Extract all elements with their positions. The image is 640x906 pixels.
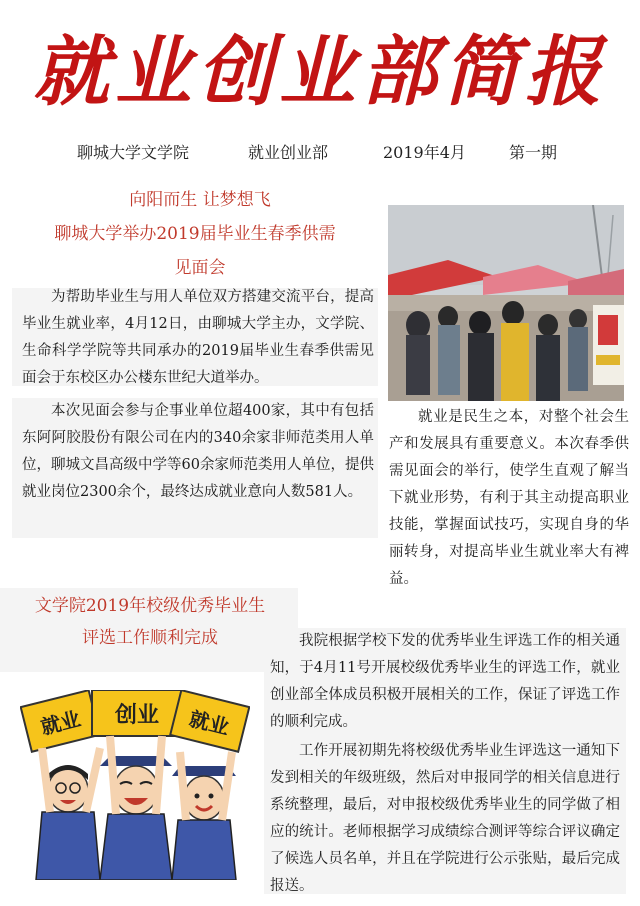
department-name: 就业创业部 [248, 143, 329, 162]
article1-p1-text: 为帮助毕业生与用人单位双方搭建交流平台，提高毕业生就业率，4月12日，由聊城大学主办，文学院、生命科学学院等共同承办的2019届毕业生春季供需见面会于东校区办公楼东世纪大道举办。 [22, 289, 374, 386]
article1-title-line3: 见面会 [174, 258, 226, 278]
article1-title-line1: 向阳而生 让梦想飞 [129, 190, 271, 210]
job-fair-photo [388, 205, 624, 401]
article2-title-line2: 评选工作顺利完成 [82, 628, 218, 648]
article2-title-line1: 文学院2019年校级优秀毕业生 [34, 596, 266, 616]
article2-p2-text: 工作开展初期先将校级优秀毕业生评选这一通知下发到相关的年级班级，然后对申报同学的相关信息进行系统整理，最后，对申报校级优秀毕业生的同学做了相应的统计。老师根据学习成绩综合测评等综合评议确定了候选人员名单，并且在学院进行公示张贴，最后完成报送。 [270, 743, 620, 894]
school-name: 聊城大学文学院 [77, 143, 190, 162]
article2-p1-text: 我院根据学校下发的优秀毕业生评选工作的相关通知，于4月11号开展校级优秀毕业生的评选工作，就业创业部全体成员积极开展相关的工作，保证了评选工作的顺利完成。 [270, 633, 620, 730]
masthead-title: 就业创业部简报 [33, 27, 607, 116]
issue-number: 第一期 [509, 143, 558, 162]
article2-paragraph-2 [270, 738, 620, 900]
sign-center-text: 创业 [114, 703, 160, 728]
sign-right-text: 就业 [186, 706, 232, 740]
article1-paragraph-2 [22, 398, 374, 506]
article2-paragraph-1 [270, 628, 620, 736]
article1-p3-text: 就业是民生之本，对整个社会生产和发展具有重要意义。本次春季供需见面会的举行，使学生直观了解当下就业形势，有利于其主动提高职业技能，掌握面试技巧，实现自身的华丽转身，对提高毕业生就业率大有裨益。 [389, 409, 629, 587]
article1-title-line2: 聊城大学举办2019届毕业生春季供需 [54, 224, 336, 244]
sign-left-text: 就业 [38, 706, 84, 740]
article1-paragraph-1 [22, 284, 374, 392]
graduates-cartoon [20, 690, 250, 880]
article1-p2-text: 本次见面会参与企事业单位超400家，其中有包括东阿阿胶股份有限公司在内的340余家非师范类用人单位，聊城文昌高级中学等60余家师范类用人单位，提供就业岗位2300余个，最终达成就业意向人数581人。 [22, 403, 374, 500]
article1-paragraph-3 [389, 404, 629, 593]
issue-date: 2019年4月 [383, 143, 466, 162]
